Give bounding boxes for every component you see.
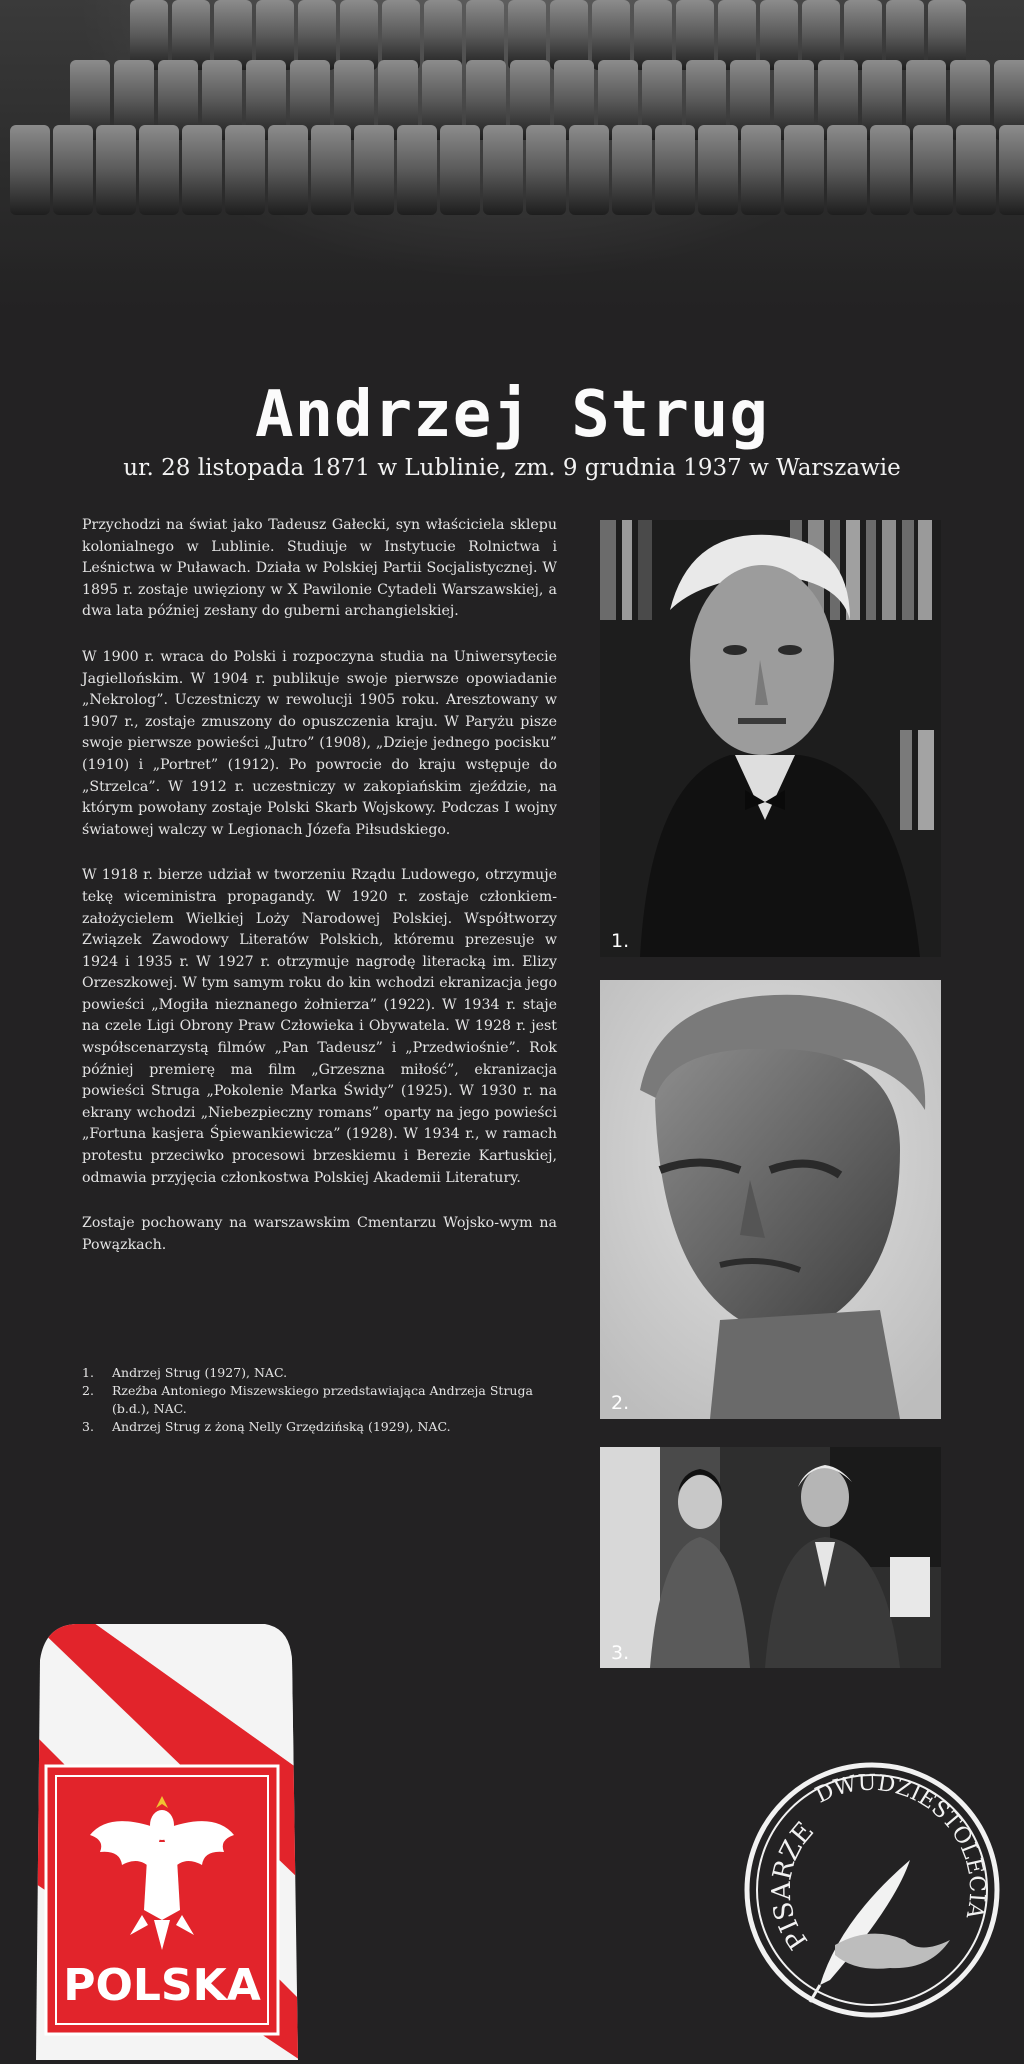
typewriter-key <box>424 0 462 70</box>
stamp-right-text: DWUDZIESTOLECIA <box>811 1770 990 1921</box>
photo-number: 1. <box>611 930 630 952</box>
typewriter-key <box>612 125 652 215</box>
polska-label: POLSKA <box>63 1960 261 2011</box>
biography-paragraph: W 1918 r. bierze udział w tworzeniu Rządu Ludowego, otrzymuje tekę wiceministra propagandy. W 1920 r. zostaje członkiem-założycielem Wielkiej Loży Narodowej Polskiej. Współtworzy Związek Zawodowy Literatów Polskich, któremu prezesuje w 1924 i 1935 r. W 1927 r. otrzymuje nagrodę literacką im. Elizy Orzeszkowej. W tym samym roku do kin wchodzi ekranizacja jego powieści „Mogiła nieznanego żołnierza” (1922). W 1934 r. staje na czele Ligi Obrony Praw Człowieka i Obywatela. W 1928 r. jest współscenarzystą filmów „Pan Tadeusz” i „Przedwiośnie”. Rok później premierę ma film „Grzeszna miłość”, ekranizacja powieści Struga „Pokolenie Marka Świdy” (1925). W 1930 r. na ekrany wchodzi „Niebezpieczny romans” oparty na jego powieści „Fortuna kasjera Śpiewankiewicza” (1928). W 1934 r., w ramach protestu przeciwko procesowi brzeskiemu i Berezie Kartuskiej, odmawia przyjęcia członkostwa Polskiej Akademii Literatury. <box>82 867 557 1186</box>
typewriter-key <box>508 0 546 70</box>
typewriter-keys-graphic <box>0 0 1024 330</box>
typewriter-key <box>268 125 308 215</box>
typewriter-key <box>340 0 378 70</box>
typewriter-key <box>870 125 910 215</box>
caption-text: Andrzej Strug (1927), NAC. <box>112 1365 288 1380</box>
typewriter-key <box>96 125 136 215</box>
typewriter-key <box>886 0 924 70</box>
typewriter-key <box>569 125 609 215</box>
typewriter-key <box>550 0 588 70</box>
typewriter-key <box>592 0 630 70</box>
typewriter-key <box>844 0 882 70</box>
typewriter-key <box>784 125 824 215</box>
border-post-graphic <box>30 1620 300 2060</box>
sculpture-illustration <box>600 980 941 1419</box>
typewriter-key <box>526 125 566 215</box>
typewriter-key <box>182 125 222 215</box>
couple-photo <box>600 1447 941 1668</box>
typewriter-key <box>760 0 798 70</box>
typewriter-key <box>698 125 738 215</box>
typewriter-key <box>397 125 437 215</box>
biography-paragraph: W 1900 r. wraca do Polski i rozpoczyna studia na Uniwersytecie Jagiellońskim. W 1904 r. publikuje swoje pierwsze opowiadanie „Nekrolog”. Uczestniczy w rewolucji 1905 roku. Aresztowany w 1907 r., zostaje zmuszony do opuszczenia kraju. W Paryżu pisze swoje pierwsze powieści „Jutro” (1908), „Dzieje jednego pocisku” (1910) i „Portret” (1912). Po powrocie do kraju wstępuje do „Strzelca”. W 1912 r. uczestniczy w zakopiańskim zjeździe, na którym powołany zostaje Polski Skarb Wojskowy. Podczas I wojny światowej walczy w Legionach Józefa Piłsudskiego. <box>82 648 557 838</box>
typewriter-key <box>298 0 336 70</box>
typewriter-key <box>311 125 351 215</box>
portrait-photo <box>600 520 941 957</box>
typewriter-key <box>928 0 966 70</box>
typewriter-key <box>354 125 394 215</box>
stamp-graphic <box>720 1740 1020 2040</box>
typewriter-banner <box>0 0 1024 330</box>
photo-captions <box>82 1364 557 1436</box>
biography-paragraph: Przychodzi na świat jako Tadeusz Gałecki, syn właściciela sklepu kolonialnego w Lublinie. Studiuje w Instytucie Rolnictwa i Leśnictwa w Puławach. Działa w Polskiej Partii Socjalistycznej. W 1895 r. zostaje uwięziony w X Pawilonie Cytadeli Warszawskiej, a dwa lata później zesłany do guberni archangielskiej. <box>82 517 557 620</box>
typewriter-key <box>956 125 996 215</box>
life-dates-subtitle: ur. 28 listopada 1871 w Lublinie, zm. 9 grudnia 1937 w Warszawie <box>123 455 901 481</box>
typewriter-key <box>440 125 480 215</box>
caption-text: Andrzej Strug z żoną Nelly Grzędzińską (1929), NAC. <box>112 1419 451 1434</box>
stamp-top-text: PISARZE <box>766 1816 821 1955</box>
sculpture-photo <box>600 980 941 1419</box>
caption-item <box>82 1364 557 1382</box>
caption-number: 3. <box>82 1419 94 1434</box>
photo-number: 2. <box>611 1392 630 1414</box>
typewriter-key <box>139 125 179 215</box>
typewriter-key <box>999 125 1024 215</box>
typewriter-key <box>382 0 420 70</box>
couple-illustration <box>600 1447 941 1668</box>
typewriter-key <box>655 125 695 215</box>
typewriter-key <box>214 0 252 70</box>
page-title: Andrzej Strug <box>255 378 769 452</box>
portrait-illustration <box>600 520 941 957</box>
typewriter-key <box>225 125 265 215</box>
typewriter-key <box>10 125 50 215</box>
typewriter-key <box>634 0 672 70</box>
photo-number: 3. <box>611 1642 630 1664</box>
caption-item <box>82 1418 557 1436</box>
caption-item <box>82 1382 557 1418</box>
typewriter-key <box>741 125 781 215</box>
typewriter-key <box>53 125 93 215</box>
biography-paragraph: Zostaje pochowany na warszawskim Cmentarzu Wojsko-wym na Powązkach. <box>82 1215 557 1253</box>
typewriter-key <box>676 0 714 70</box>
typewriter-key <box>827 125 867 215</box>
typewriter-key <box>718 0 756 70</box>
caption-number: 2. <box>82 1383 94 1398</box>
typewriter-key <box>913 125 953 215</box>
caption-number: 1. <box>82 1365 94 1380</box>
quill-pen-icon <box>810 1860 950 2002</box>
typewriter-key <box>466 0 504 70</box>
caption-text: Rzeźba Antoniego Miszewskiego przedstawiająca Andrzeja Struga (b.d.), NAC. <box>112 1383 533 1416</box>
typewriter-key <box>802 0 840 70</box>
stamp-seal <box>720 1740 1020 2040</box>
typewriter-key <box>130 0 168 70</box>
biography-text <box>82 515 557 1280</box>
typewriter-key <box>483 125 523 215</box>
typewriter-key <box>172 0 210 70</box>
typewriter-key <box>256 0 294 70</box>
polish-border-post <box>30 1620 300 2060</box>
